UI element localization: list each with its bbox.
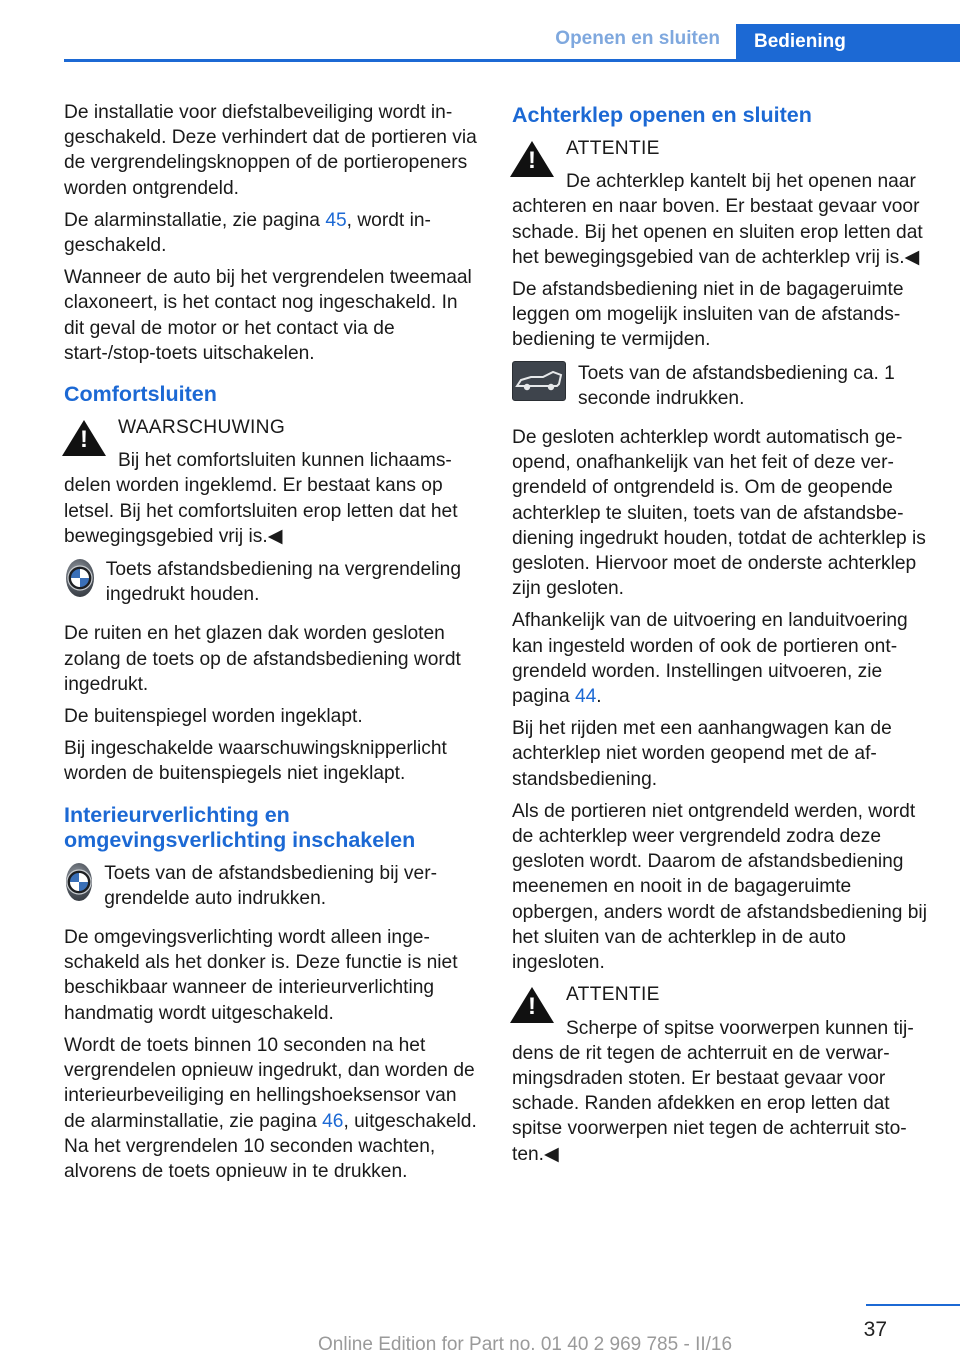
page-link[interactable]: 45 [325, 209, 347, 231]
page-link[interactable]: 46 [322, 1110, 344, 1132]
tailgate-button-icon [512, 361, 566, 401]
warning-triangle-icon [64, 418, 104, 458]
paragraph: De installatie voor diefstalbeveiliging wordt ingeschakeld. Deze verhindert dat de portieren via de vergrendelingsknoppen of de portieropeners worden ontgrendeld. [64, 102, 477, 199]
heading-interieurverlichting: Interieurverlichting en omgevingsverlichting inschakelen [64, 802, 416, 852]
paragraph: De gesloten achterklep wordt automatisch geopend, onafhankelijk van het feit of deze vergrendeld of ontgrendeld is. Om de geopende achterklep te sluiten, toets van de afstandsbediening ingedrukt houden, totdat de achterklep is gesloten. Hiervoor moet de onderste achterklep zijn gesloten. [512, 427, 926, 600]
paragraph [64, 1033, 482, 1184]
notice-text: Bij het comfortsluiten kunnen lichaamsdelen worden ingeklemd. Er bestaat kans op letsel. Bij het comfortsluiten erop letten dat het bewegingsgebied vrij is.◀ [64, 450, 458, 547]
key-instruction [512, 361, 932, 411]
page-link[interactable]: 44 [574, 686, 597, 708]
heading-comfortsluiten: Comfortsluiten [64, 382, 217, 407]
heading-achterklep: Achterklep openen en sluiten [512, 103, 812, 127]
right-column [512, 100, 932, 1174]
instruction-text: Toets van de afstandsbediening ca. 1 seconde indrukken. [578, 362, 895, 409]
left-column [64, 100, 482, 1191]
warning-notice [64, 415, 482, 549]
paragraph: Bij het rijden met een aanhangwagen kan de achterklep niet worden geopend met de afstandsbediening. [512, 718, 892, 790]
warning-triangle-icon [512, 139, 552, 179]
instruction-text: Toets afstandsbediening na vergrendeling ingedrukt houden. [105, 559, 462, 606]
notice-text: Scherpe of spitse voorwerpen kunnen tijdens de rit tegen de achterruit en de verwarmingsdraden stoten. Er bestaat gevaar voor schade. Randen afdekken en erop letten dat spitse voorwerpen niet tegen de achterruit stoten.◀ [512, 1017, 914, 1165]
paragraph: Bij ingeschakelde waarschuwingsknipperlicht worden de buitenspiegels niet ingeklapt. [64, 738, 447, 785]
text: . [596, 686, 602, 708]
footer-rule [866, 1304, 960, 1306]
remote-key-icon [66, 559, 94, 597]
notice-title: WAARSCHUWING [118, 417, 286, 439]
chapter-tab[interactable]: Bediening [736, 24, 960, 62]
text: De alarminstallatie, zie pagina [64, 209, 326, 231]
paragraph: Wanneer de auto bij het vergrendelen tweemaal claxoneert, is het contact nog ingeschakeld. In dit geval de motor or het contact via de start-/stop-toets uitschakelen. [64, 267, 472, 364]
attention-notice [512, 136, 932, 270]
paragraph [512, 608, 932, 709]
text: Afhankelijk van de uitvoering en landuitvoering kan ingesteld worden of ook de portieren ontgrendeld worden. Instellingen uitvoeren, zie pagina [512, 610, 908, 708]
warning-triangle-icon [512, 985, 552, 1025]
text: Wordt de toets binnen 10 seconden na het vergrendelen opnieuw ingedrukt, dan worden de interieurbeveiliging en hellingshoeksensor van de alarminstallatie, zie pagina [64, 1034, 475, 1132]
attention-notice [512, 982, 932, 1166]
edition-text: Online Edition for Part no. 01 40 2 969 785 - II/16 [318, 1334, 733, 1355]
page-header [64, 24, 960, 62]
section-tab[interactable]: Openen en sluiten [555, 28, 720, 49]
text: , wordt ingeschakeld. [64, 209, 431, 257]
page-number: 37 [863, 1318, 887, 1341]
key-instruction [64, 557, 482, 607]
paragraph: De ruiten en het glazen dak worden gesloten zolang de toets op de afstandsbediening wordt ingedrukt. [64, 623, 461, 695]
notice-title: ATTENTIE [566, 984, 660, 1006]
paragraph: De afstandsbediening niet in de bagageruimte leggen om mogelijk insluiten van de afstandsbediening te vermijden. [512, 279, 904, 351]
paragraph [64, 208, 482, 258]
header-rule [64, 59, 960, 62]
notice-title: ATTENTIE [566, 138, 660, 159]
paragraph: Als de portieren niet ontgrendeld werden, wordt de achterklep weer vergrendeld zodra deze gesloten wordt. Daarom de afstandsbediening meenemen en nooit in de bagageruimte opbergen, anders wordt de afstandsbediening bij het sluiten van de achterklep in de auto ingesloten. [512, 800, 927, 974]
instruction-text: Toets van de afstandsbediening bij vergrendelde auto indrukken. [104, 862, 437, 909]
notice-text: De achterklep kantelt bij het openen naar achteren en naar boven. Er bestaat gevaar voor schade. Bij het openen en sluiten erop letten dat het bewegingsgebied van de achterklep vrij is.◀ [512, 171, 923, 268]
text: , uitgeschakeld. Na het vergrendelen 10 seconden wachten, alvorens de toets opnieuw in te drukken. [64, 1110, 477, 1182]
paragraph: De omgevingsverlichting wordt alleen ingeschakeld als het donker is. Deze functie is niet beschikbaar wanneer de interieurverlichting handmatig wordt uitgeschakeld. [64, 927, 458, 1024]
paragraph: De buitenspiegel worden ingeklapt. [64, 706, 363, 728]
key-instruction [64, 861, 482, 911]
remote-key-icon [66, 863, 92, 901]
